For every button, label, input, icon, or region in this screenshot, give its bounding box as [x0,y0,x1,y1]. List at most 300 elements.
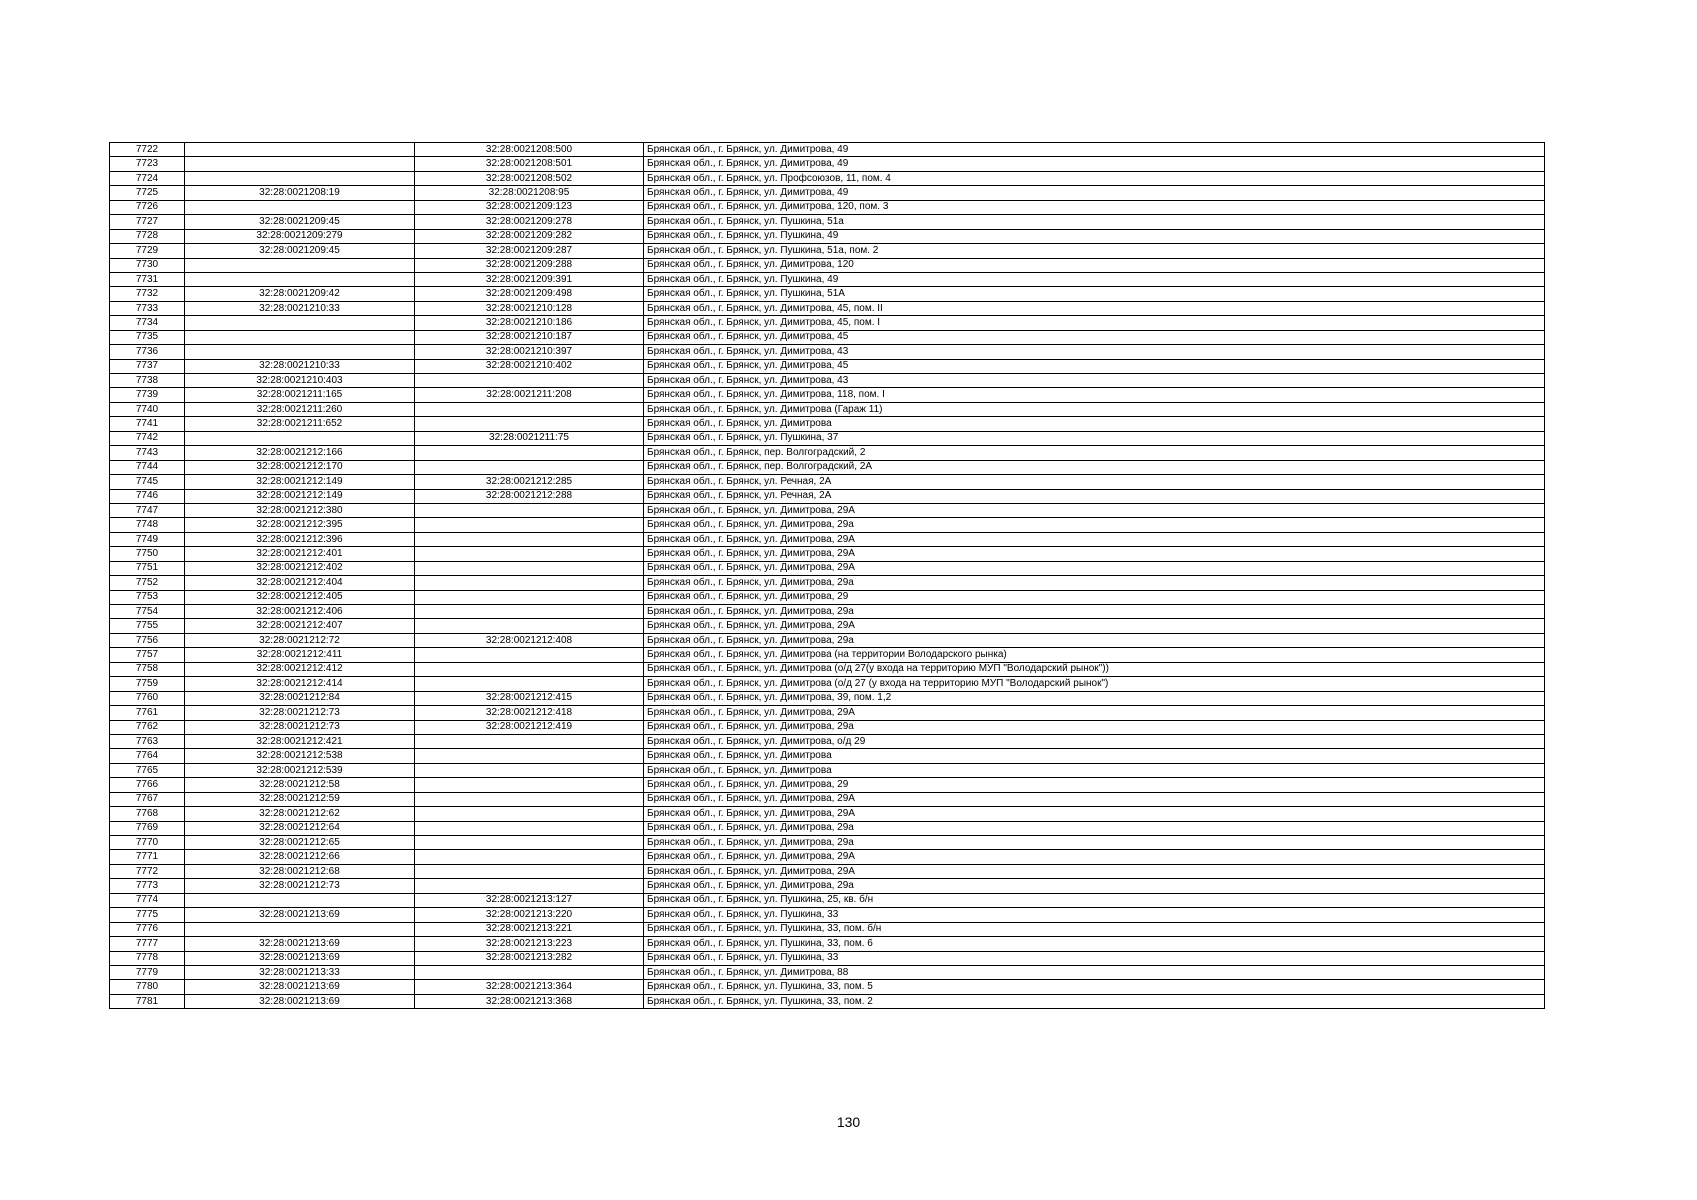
land-plot-number-cell: 32:28:0021210:33 [185,301,415,315]
table-row [110,402,1545,416]
object-cadastral-number-cell [415,547,644,561]
table-row [110,287,1545,301]
object-cadastral-number-cell: 32:28:0021213:220 [415,908,644,922]
table-row [110,431,1545,445]
land-plot-number-cell: 32:28:0021212:58 [185,778,415,792]
row-number-cell: 7751 [110,561,185,575]
object-cadastral-number-cell: 32:28:0021212:415 [415,691,644,705]
address-cell: Брянская обл., г. Брянск, ул. Димитрова, 29а [644,836,1545,850]
land-plot-number-cell: 32:28:0021212:59 [185,792,415,806]
table-row [110,345,1545,359]
object-cadastral-number-cell [415,778,644,792]
row-number-cell: 7736 [110,345,185,359]
table-row [110,272,1545,286]
table-row [110,864,1545,878]
table-row [110,489,1545,503]
row-number-cell: 7765 [110,763,185,777]
object-cadastral-number-cell [415,402,644,416]
object-cadastral-number-cell: 32:28:0021213:221 [415,922,644,936]
address-cell: Брянская обл., г. Брянск, ул. Пушкина, 33, пом. 6 [644,937,1545,951]
object-cadastral-number-cell [415,503,644,517]
land-plot-number-cell: 32:28:0021212:411 [185,648,415,662]
row-number-cell: 7740 [110,402,185,416]
address-cell: Брянская обл., г. Брянск, ул. Димитрова, 29а [644,720,1545,734]
table-row [110,734,1545,748]
address-cell: Брянская обл., г. Брянск, ул. Димитрова, 43 [644,345,1545,359]
land-plot-number-cell: 32:28:0021212:170 [185,460,415,474]
land-plot-number-cell: 32:28:0021213:69 [185,908,415,922]
table-row [110,908,1545,922]
address-cell: Брянская обл., г. Брянск, ул. Димитрова, о/д 29 [644,734,1545,748]
land-plot-number-cell: 32:28:0021212:65 [185,836,415,850]
object-cadastral-number-cell: 32:28:0021208:95 [415,186,644,200]
table-row [110,749,1545,763]
address-cell: Брянская обл., г. Брянск, ул. Димитрова, 29 [644,778,1545,792]
address-cell: Брянская обл., г. Брянск, ул. Димитрова (на территории Володарского рынка) [644,648,1545,662]
row-number-cell: 7761 [110,706,185,720]
land-plot-number-cell: 32:28:0021212:84 [185,691,415,705]
table-row [110,503,1545,517]
land-plot-number-cell: 32:28:0021213:69 [185,994,415,1008]
object-cadastral-number-cell: 32:28:0021210:402 [415,359,644,373]
table-row [110,301,1545,315]
address-cell: Брянская обл., г. Брянск, ул. Димитрова, 29а [644,821,1545,835]
address-cell: Брянская обл., г. Брянск, ул. Пушкина, 51А [644,287,1545,301]
object-cadastral-number-cell: 32:28:0021210:186 [415,316,644,330]
row-number-cell: 7764 [110,749,185,763]
object-cadastral-number-cell [415,734,644,748]
object-cadastral-number-cell [415,561,644,575]
row-number-cell: 7754 [110,605,185,619]
address-cell: Брянская обл., г. Брянск, ул. Димитрова, 120 [644,258,1545,272]
address-cell: Брянская обл., г. Брянск, ул. Димитрова, 118, пом. I [644,388,1545,402]
land-plot-number-cell: 32:28:0021212:380 [185,503,415,517]
object-cadastral-number-cell [415,749,644,763]
land-plot-number-cell: 32:28:0021209:45 [185,215,415,229]
row-number-cell: 7777 [110,937,185,951]
object-cadastral-number-cell: 32:28:0021209:287 [415,244,644,258]
land-plot-number-cell [185,272,415,286]
address-cell: Брянская обл., г. Брянск, ул. Димитрова, 49 [644,143,1545,157]
land-plot-number-cell: 32:28:0021212:149 [185,489,415,503]
row-number-cell: 7766 [110,778,185,792]
table-row [110,619,1545,633]
row-number-cell: 7748 [110,518,185,532]
row-number-cell: 7756 [110,633,185,647]
land-plot-number-cell: 32:28:0021212:395 [185,518,415,532]
row-number-cell: 7743 [110,446,185,460]
land-plot-number-cell: 32:28:0021209:279 [185,229,415,243]
object-cadastral-number-cell: 32:28:0021213:223 [415,937,644,951]
table-row [110,229,1545,243]
address-cell: Брянская обл., г. Брянск, ул. Речная, 2А [644,475,1545,489]
row-number-cell: 7723 [110,157,185,171]
row-number-cell: 7730 [110,258,185,272]
table-row [110,576,1545,590]
object-cadastral-number-cell [415,662,644,676]
row-number-cell: 7744 [110,460,185,474]
table-row [110,922,1545,936]
land-plot-number-cell [185,171,415,185]
table-row [110,157,1545,171]
object-cadastral-number-cell: 32:28:0021209:123 [415,200,644,214]
address-cell: Брянская обл., г. Брянск, ул. Димитрова [644,417,1545,431]
address-cell: Брянская обл., г. Брянск, пер. Волгоградский, 2 [644,446,1545,460]
land-plot-number-cell [185,330,415,344]
row-number-cell: 7767 [110,792,185,806]
table-row [110,706,1545,720]
object-cadastral-number-cell [415,460,644,474]
land-plot-number-cell: 32:28:0021213:69 [185,951,415,965]
row-number-cell: 7745 [110,475,185,489]
row-number-cell: 7776 [110,922,185,936]
address-cell: Брянская обл., г. Брянск, ул. Пушкина, 33, пом. б/н [644,922,1545,936]
address-cell: Брянская обл., г. Брянск, ул. Пушкина, 33, пом. 2 [644,994,1545,1008]
address-cell: Брянская обл., г. Брянск, ул. Димитрова (Гараж 11) [644,402,1545,416]
land-plot-number-cell: 32:28:0021209:45 [185,244,415,258]
row-number-cell: 7757 [110,648,185,662]
address-cell: Брянская обл., г. Брянск, ул. Димитрова, 45, пом. I [644,316,1545,330]
table-row [110,937,1545,951]
table-row [110,446,1545,460]
table-row [110,836,1545,850]
row-number-cell: 7759 [110,677,185,691]
row-number-cell: 7741 [110,417,185,431]
land-plot-number-cell: 32:28:0021212:538 [185,749,415,763]
object-cadastral-number-cell: 32:28:0021211:75 [415,431,644,445]
row-number-cell: 7749 [110,532,185,546]
land-plot-number-cell: 32:28:0021211:260 [185,402,415,416]
row-number-cell: 7737 [110,359,185,373]
land-plot-number-cell: 32:28:0021211:652 [185,417,415,431]
row-number-cell: 7731 [110,272,185,286]
object-cadastral-number-cell [415,648,644,662]
object-cadastral-number-cell [415,532,644,546]
table-row [110,200,1545,214]
land-plot-number-cell: 32:28:0021213:69 [185,980,415,994]
land-plot-number-cell: 32:28:0021212:166 [185,446,415,460]
address-cell: Брянская обл., г. Брянск, ул. Пушкина, 33, пом. 5 [644,980,1545,994]
table-row [110,532,1545,546]
row-number-cell: 7726 [110,200,185,214]
object-cadastral-number-cell [415,965,644,979]
table-row [110,850,1545,864]
table-row [110,171,1545,185]
row-number-cell: 7772 [110,864,185,878]
address-cell: Брянская обл., г. Брянск, ул. Димитрова, 29А [644,706,1545,720]
object-cadastral-number-cell [415,792,644,806]
table-row [110,186,1545,200]
row-number-cell: 7742 [110,431,185,445]
object-cadastral-number-cell [415,619,644,633]
land-plot-number-cell: 32:28:0021212:68 [185,864,415,878]
table-row [110,965,1545,979]
table-row [110,807,1545,821]
address-cell: Брянская обл., г. Брянск, ул. Димитрова [644,763,1545,777]
land-plot-number-cell [185,200,415,214]
table-row [110,590,1545,604]
row-number-cell: 7779 [110,965,185,979]
object-cadastral-number-cell: 32:28:0021213:127 [415,893,644,907]
table-row [110,417,1545,431]
address-cell: Брянская обл., г. Брянск, ул. Димитрова, 29А [644,864,1545,878]
object-cadastral-number-cell [415,518,644,532]
table-row [110,359,1545,373]
address-cell: Брянская обл., г. Брянск, ул. Димитрова, 39, пом. 1,2 [644,691,1545,705]
row-number-cell: 7778 [110,951,185,965]
address-cell: Брянская обл., г. Брянск, ул. Речная, 2А [644,489,1545,503]
table-row [110,720,1545,734]
object-cadastral-number-cell [415,821,644,835]
land-plot-number-cell: 32:28:0021212:404 [185,576,415,590]
object-cadastral-number-cell: 32:28:0021209:282 [415,229,644,243]
object-cadastral-number-cell: 32:28:0021212:419 [415,720,644,734]
table-row [110,980,1545,994]
land-plot-number-cell: 32:28:0021210:403 [185,374,415,388]
land-plot-number-cell: 32:28:0021212:539 [185,763,415,777]
row-number-cell: 7771 [110,850,185,864]
table-row [110,951,1545,965]
row-number-cell: 7725 [110,186,185,200]
address-cell: Брянская обл., г. Брянск, ул. Димитрова, 88 [644,965,1545,979]
address-cell: Брянская обл., г. Брянск, ул. Димитрова, 45 [644,359,1545,373]
page-number: 130 [836,1114,861,1130]
address-cell: Брянская обл., г. Брянск, ул. Димитрова, 29а [644,518,1545,532]
object-cadastral-number-cell [415,763,644,777]
row-number-cell: 7727 [110,215,185,229]
object-cadastral-number-cell: 32:28:0021212:418 [415,706,644,720]
land-plot-number-cell: 32:28:0021212:62 [185,807,415,821]
row-number-cell: 7773 [110,879,185,893]
address-cell: Брянская обл., г. Брянск, ул. Димитрова, 29а [644,633,1545,647]
address-cell: Брянская обл., г. Брянск, ул. Пушкина, 37 [644,431,1545,445]
row-number-cell: 7762 [110,720,185,734]
row-number-cell: 7724 [110,171,185,185]
object-cadastral-number-cell: 32:28:0021208:500 [415,143,644,157]
address-cell: Брянская обл., г. Брянск, ул. Димитрова, 29 [644,590,1545,604]
land-plot-number-cell: 32:28:0021212:421 [185,734,415,748]
object-cadastral-number-cell: 32:28:0021210:397 [415,345,644,359]
object-cadastral-number-cell: 32:28:0021208:501 [415,157,644,171]
land-plot-number-cell [185,431,415,445]
row-number-cell: 7770 [110,836,185,850]
object-cadastral-number-cell: 32:28:0021209:498 [415,287,644,301]
table-row [110,821,1545,835]
object-cadastral-number-cell: 32:28:0021208:502 [415,171,644,185]
object-cadastral-number-cell: 32:28:0021210:128 [415,301,644,315]
row-number-cell: 7739 [110,388,185,402]
table-row [110,330,1545,344]
address-cell: Брянская обл., г. Брянск, ул. Димитрова, 120, пом. 3 [644,200,1545,214]
object-cadastral-number-cell: 32:28:0021213:364 [415,980,644,994]
row-number-cell: 7769 [110,821,185,835]
table-row [110,778,1545,792]
table-row [110,518,1545,532]
object-cadastral-number-cell: 32:28:0021209:391 [415,272,644,286]
object-cadastral-number-cell [415,576,644,590]
address-cell: Брянская обл., г. Брянск, ул. Димитрова (о/д 27 (у входа на территорию МУП "Володарский рынок") [644,677,1545,691]
land-plot-number-cell: 32:28:0021212:149 [185,475,415,489]
table-row [110,893,1545,907]
table-row [110,460,1545,474]
address-cell: Брянская обл., г. Брянск, ул. Димитрова, 29А [644,807,1545,821]
object-cadastral-number-cell [415,864,644,878]
row-number-cell: 7747 [110,503,185,517]
address-cell: Брянская обл., г. Брянск, ул. Димитрова, 29А [644,792,1545,806]
land-plot-number-cell [185,258,415,272]
address-cell: Брянская обл., г. Брянск, ул. Димитрова, 43 [644,374,1545,388]
object-cadastral-number-cell: 32:28:0021209:278 [415,215,644,229]
land-plot-number-cell: 32:28:0021210:33 [185,359,415,373]
table-row [110,648,1545,662]
object-cadastral-number-cell [415,677,644,691]
address-cell: Брянская обл., г. Брянск, ул. Димитрова, 49 [644,186,1545,200]
row-number-cell: 7781 [110,994,185,1008]
address-cell: Брянская обл., г. Брянск, ул. Димитрова, 29а [644,605,1545,619]
table-row [110,691,1545,705]
object-cadastral-number-cell: 32:28:0021212:285 [415,475,644,489]
row-number-cell: 7750 [110,547,185,561]
object-cadastral-number-cell: 32:28:0021213:282 [415,951,644,965]
address-cell: Брянская обл., г. Брянск, ул. Димитрова, 29А [644,850,1545,864]
table-row [110,388,1545,402]
table-row [110,792,1545,806]
land-plot-number-cell: 32:28:0021212:66 [185,850,415,864]
row-number-cell: 7780 [110,980,185,994]
address-cell: Брянская обл., г. Брянск, ул. Димитрова, 29А [644,503,1545,517]
land-plot-number-cell: 32:28:0021212:401 [185,547,415,561]
object-cadastral-number-cell: 32:28:0021212:288 [415,489,644,503]
table-row [110,215,1545,229]
address-cell: Брянская обл., г. Брянск, ул. Димитрова, 29а [644,576,1545,590]
object-cadastral-number-cell: 32:28:0021210:187 [415,330,644,344]
land-plot-number-cell: 32:28:0021209:42 [185,287,415,301]
row-number-cell: 7753 [110,590,185,604]
object-cadastral-number-cell [415,605,644,619]
row-number-cell: 7775 [110,908,185,922]
table-row [110,633,1545,647]
object-cadastral-number-cell: 32:28:0021212:408 [415,633,644,647]
row-number-cell: 7738 [110,374,185,388]
address-cell: Брянская обл., г. Брянск, ул. Димитрова (о/д 27(у входа на территорию МУП "Володарский рынок")) [644,662,1545,676]
land-plot-number-cell: 32:28:0021212:64 [185,821,415,835]
land-plot-number-cell [185,922,415,936]
row-number-cell: 7733 [110,301,185,315]
row-number-cell: 7774 [110,893,185,907]
address-cell: Брянская обл., г. Брянск, ул. Пушкина, 33 [644,951,1545,965]
land-plot-number-cell: 32:28:0021212:414 [185,677,415,691]
land-plot-number-cell: 32:28:0021212:72 [185,633,415,647]
object-cadastral-number-cell [415,590,644,604]
address-cell: Брянская обл., г. Брянск, пер. Волгоградский, 2А [644,460,1545,474]
address-cell: Брянская обл., г. Брянск, ул. Пушкина, 49 [644,272,1545,286]
land-plot-number-cell: 32:28:0021212:73 [185,706,415,720]
land-plot-number-cell: 32:28:0021211:165 [185,388,415,402]
land-plot-number-cell [185,893,415,907]
row-number-cell: 7734 [110,316,185,330]
address-cell: Брянская обл., г. Брянск, ул. Димитрова [644,749,1545,763]
row-number-cell: 7758 [110,662,185,676]
row-number-cell: 7755 [110,619,185,633]
table-row [110,879,1545,893]
table-row [110,605,1545,619]
table-row [110,316,1545,330]
object-cadastral-number-cell [415,807,644,821]
object-cadastral-number-cell: 32:28:0021213:368 [415,994,644,1008]
address-cell: Брянская обл., г. Брянск, ул. Пушкина, 33 [644,908,1545,922]
land-plot-number-cell: 32:28:0021212:412 [185,662,415,676]
address-cell: Брянская обл., г. Брянск, ул. Профсоюзов, 11, пом. 4 [644,171,1545,185]
land-plot-number-cell: 32:28:0021212:405 [185,590,415,604]
row-number-cell: 7729 [110,244,185,258]
address-cell: Брянская обл., г. Брянск, ул. Пушкина, 51а, пом. 2 [644,244,1545,258]
address-cell: Брянская обл., г. Брянск, ул. Димитрова, 29А [644,561,1545,575]
table-row [110,677,1545,691]
row-number-cell: 7760 [110,691,185,705]
land-plot-number-cell: 32:28:0021212:402 [185,561,415,575]
address-cell: Брянская обл., г. Брянск, ул. Димитрова, 45, пом. II [644,301,1545,315]
land-plot-number-cell: 32:28:0021212:396 [185,532,415,546]
object-cadastral-number-cell [415,417,644,431]
registry-table [109,142,1545,1009]
address-cell: Брянская обл., г. Брянск, ул. Димитрова, 29А [644,619,1545,633]
row-number-cell: 7722 [110,143,185,157]
table-row [110,662,1545,676]
registry-table-body [110,143,1545,1009]
land-plot-number-cell [185,345,415,359]
row-number-cell: 7735 [110,330,185,344]
row-number-cell: 7752 [110,576,185,590]
object-cadastral-number-cell [415,374,644,388]
table-row [110,475,1545,489]
land-plot-number-cell: 32:28:0021212:73 [185,879,415,893]
land-plot-number-cell: 32:28:0021212:406 [185,605,415,619]
table-row [110,763,1545,777]
table-row [110,258,1545,272]
table-row [110,143,1545,157]
row-number-cell: 7728 [110,229,185,243]
land-plot-number-cell: 32:28:0021213:33 [185,965,415,979]
table-row [110,547,1545,561]
object-cadastral-number-cell [415,879,644,893]
land-plot-number-cell [185,143,415,157]
land-plot-number-cell: 32:28:0021212:407 [185,619,415,633]
address-cell: Брянская обл., г. Брянск, ул. Димитрова, 29а [644,879,1545,893]
address-cell: Брянская обл., г. Брянск, ул. Димитрова, 29А [644,532,1545,546]
object-cadastral-number-cell [415,446,644,460]
land-plot-number-cell [185,316,415,330]
row-number-cell: 7768 [110,807,185,821]
address-cell: Брянская обл., г. Брянск, ул. Димитрова, 29А [644,547,1545,561]
land-plot-number-cell: 32:28:0021212:73 [185,720,415,734]
object-cadastral-number-cell: 32:28:0021211:208 [415,388,644,402]
table-row [110,374,1545,388]
land-plot-number-cell [185,157,415,171]
land-plot-number-cell: 32:28:0021208:19 [185,186,415,200]
address-cell: Брянская обл., г. Брянск, ул. Димитрова, 49 [644,157,1545,171]
address-cell: Брянская обл., г. Брянск, ул. Пушкина, 51а [644,215,1545,229]
address-cell: Брянская обл., г. Брянск, ул. Пушкина, 25, кв. б/н [644,893,1545,907]
table-row [110,244,1545,258]
row-number-cell: 7732 [110,287,185,301]
land-plot-number-cell: 32:28:0021213:69 [185,937,415,951]
object-cadastral-number-cell [415,836,644,850]
row-number-cell: 7763 [110,734,185,748]
object-cadastral-number-cell: 32:28:0021209:288 [415,258,644,272]
table-row [110,994,1545,1008]
row-number-cell: 7746 [110,489,185,503]
object-cadastral-number-cell [415,850,644,864]
